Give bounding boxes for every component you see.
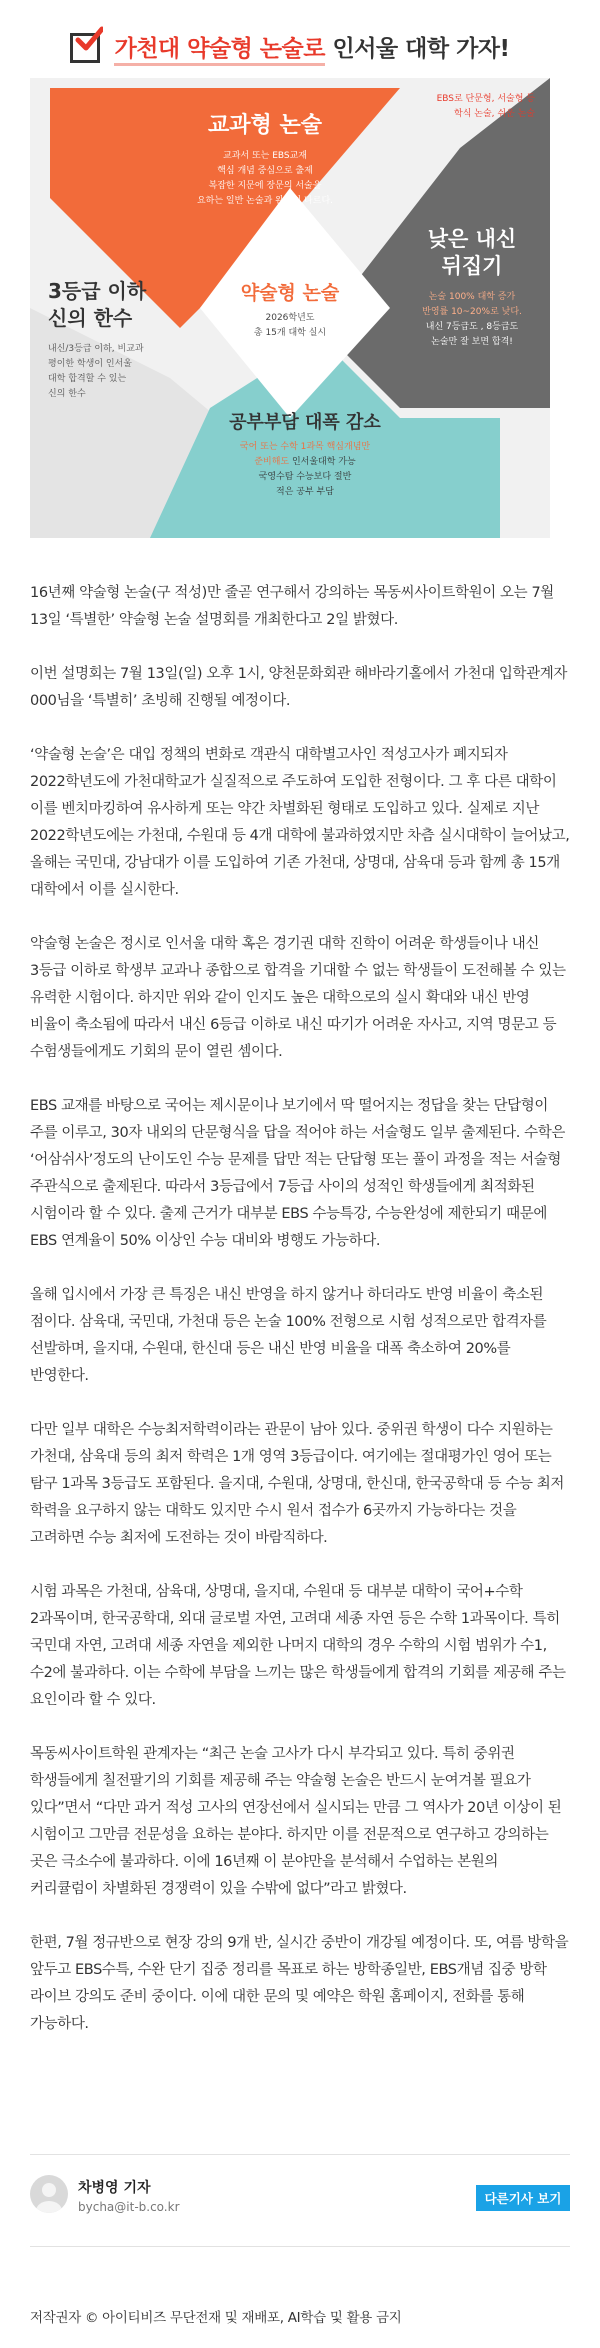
checkbox-icon	[70, 33, 100, 63]
author-box	[30, 2165, 570, 2235]
right-line: 반영률 10~20%로 낮다.	[422, 307, 522, 317]
bottom-line: 국영수탐 수능보다 절반	[258, 472, 352, 482]
top-line: 요하는 일반 논술과 완전히 다르다.	[196, 196, 334, 206]
left-line: 대학 합격할 수 있는	[48, 374, 127, 384]
title-highlight: 가천대 약술형 논술로	[114, 35, 324, 66]
author-divider-bottom	[30, 2246, 570, 2247]
bottom-line: 인서울대학 가능	[289, 457, 356, 467]
center-year: 2026학년도	[265, 313, 315, 323]
infographic-graphic	[30, 78, 550, 538]
right-line: 논술 100% 대학 증가	[428, 292, 516, 302]
center-count: 총 15개 대학 실시	[253, 328, 327, 338]
right-line: 내신 7등급도 , 8등급도	[425, 322, 519, 332]
article-paragraph: 다만 일부 대학은 수능최저학력이라는 관문이 남아 있다. 중위권 학생이 다수 지원하는 가천대, 삼육대 등의 최저 학력은 1개 영역 3등급이다. 여기에는 절대평가인 영어 또는 탐구 1과목 3등급도 포함된다. 을지대, 수원대, 상명대, 한신대, 한국공학대 등 수능 최저 학력을 요구하지 않는 대학도 있지만 수시 원서 접수가 6곳까지 가능하다는 것을 고려하면 수능 최저에 도전하는 것이 바람직하다.	[30, 1422, 565, 1546]
top-right-caption	[355, 92, 535, 122]
title-rest: 인서울 대학 가자!	[324, 36, 510, 62]
right-heading: 뒤집기	[441, 254, 503, 278]
top-block	[150, 108, 380, 209]
article-paragraph: EBS 교재를 바탕으로 국어는 제시문이나 보기에서 딱 떨어지는 정답을 찾는 단답형이 주를 이루고, 30자 내외의 단문형식을 답을 적어야 하는 서술형도 일부 출제된다. 수학은 ‘어삼쉬사’정도의 난이도인 수능 문제를 답만 적는 단답형 또는 풀이 과정을 적는 서술형 주관식으로 출제된다. 따라서 3등급에서 7등급 사이의 성적인 학생들에게 최적화된 시험이라 할 수 있다. 출제 근거가 대부분 EBS 수능특강, 수능완성에 제한되기 때문에 EBS 연계율이 50% 이상인 수능 대비와 병행도 가능하다.	[30, 1098, 566, 1249]
bottom-line: 국어 또는 수학 1과목 핵심개념만	[239, 442, 371, 452]
center-block	[215, 278, 365, 341]
right-block	[402, 226, 542, 350]
bottom-line: 적은 공부 부담	[276, 487, 334, 497]
article-paragraph: 올해 입시에서 가장 큰 특징은 내신 반영을 하지 않거나 하더라도 반영 비율이 축소된 점이다. 삼육대, 국민대, 가천대 등은 논술 100% 전형으로 시험 성적으로만 합격자를 선발하며, 을지대, 수원대, 한신대 등은 내신 반영 비율을 대폭 축소하여 20%를 반영한다.	[30, 1287, 547, 1384]
author-email[interactable]: bycha@it-b.co.kr	[78, 2200, 180, 2214]
article-body	[30, 580, 570, 2065]
article-paragraph: ‘약술형 논술’은 대입 정책의 변화로 객관식 대학별고사인 적성고사가 폐지되자 2022학년도에 가천대학교가 실질적으로 주도하여 도입한 전형이다. 그 후 다른 대학이 이를 벤치마킹하여 유사하게 또는 약간 차별화된 형태로 도입하고 있다. 실제로 지난 2022학년도에는 가천대, 수원대 등 4개 대학에 불과하였지만 차츰 실시대학이 늘어났고, 올해는 국민대, 강남대가 이를 도입하여 기존 가천대, 상명대, 삼육대 등과 함께 총 15개 대학에서 이를 실시한다.	[30, 747, 570, 898]
top-line: 복잡한 지문에 장문의 서술을	[208, 181, 322, 191]
right-line: 논술만 잘 보면 합격!	[431, 337, 513, 347]
left-line: 평이한 학생이 인서울	[48, 359, 132, 369]
bottom-block	[200, 408, 410, 500]
author-name: 차병영 기자	[78, 2180, 151, 2196]
article-paragraph: 이번 설명회는 7월 13일(일) 오후 1시, 양천문화회관 해바라기홀에서 가천대 입학관계자 000님을 ‘특별히’ 초빙해 진행될 예정이다.	[30, 666, 567, 709]
article-paragraph: 약술형 논술은 정시로 인서울 대학 혹은 경기권 대학 진학이 어려운 학생들이나 내신 3등급 이하로 학생부 교과나 종합으로 합격을 기대할 수 없는 학생들이 도전해볼 수 있는 유력한 시험이다. 하지만 위와 같이 인지도 높은 대학으로의 실시 확대와 내신 반영 비율이 축소됨에 따라서 내신 6등급 이하로 내신 따기가 어려운 자사고, 지역 명문고 등 수험생들에게도 기회의 문이 열린 셈이다.	[30, 936, 566, 1060]
right-heading: 낮은 내신	[427, 227, 517, 251]
left-heading: 3등급 이하	[48, 279, 147, 303]
top-right-line: 학식 논술, 쉬운 논술	[454, 109, 535, 119]
article-paragraph: 시험 과목은 가천대, 삼육대, 상명대, 을지대, 수원대 등 대부분 대학이 국어+수학 2과목이며, 한국공학대, 외대 글로벌 자연, 고려대 세종 자연 등은 수학 1과목이다. 특히 국민대 자연, 고려대 세종 자연을 제외한 나머지 대학의 경우 수학의 시험 범위가 수1, 수2에 불과하다. 이는 수학에 부담을 느끼는 많은 학생들에게 합격의 기회를 제공해 주는 요인이라 할 수 있다.	[30, 1584, 566, 1708]
more-articles-button[interactable]: 다른기사 보기	[476, 2185, 570, 2211]
left-block	[48, 278, 188, 402]
left-line: 내신/3등급 이하, 비교과	[48, 344, 144, 354]
center-heading: 약술형 논술	[240, 282, 340, 304]
article-paragraph: 16년째 약술형 논술(구 적성)만 줄곧 연구해서 강의하는 목동씨사이트학원이 오는 7월 13일 ‘특별한’ 약술형 논술 설명회를 개최한다고 2일 밝혔다.	[30, 585, 554, 628]
top-right-line: EBS로 단문형, 서술형 등	[436, 94, 535, 104]
left-line: 신의 한수	[48, 389, 86, 399]
bottom-heading: 공부부담 대폭 감소	[229, 412, 381, 433]
author-divider-top	[30, 2154, 570, 2155]
top-line: 교과서 또는 EBS교재	[223, 151, 307, 161]
copyright-notice: 저작권자 © 아이티비즈 무단전재 및 재배포, AI학습 및 활용 금지	[30, 2310, 402, 2326]
bottom-line: 준비해도	[254, 457, 290, 467]
avatar	[30, 2175, 68, 2213]
article-paragraph: 목동씨사이트학원 관계자는 “최근 논술 고사가 다시 부각되고 있다. 특히 중위권 학생들에게 칠전팔기의 기회를 제공해 주는 약술형 논술은 반드시 눈여겨볼 필요가 있다”면서 “다만 과거 적성 고사의 연장선에서 실시되는 만큼 그 역사가 20년 이상이 된 시험이고 그만큼 전문성을 요하는 분야다. 하지만 이를 전문적으로 연구하고 강의하는 곳은 극소수에 불과하다. 이에 16년째 이 분야만을 분석해서 수업하는 본원의 커리큘럼이 차별화된 경쟁력이 있을 수밖에 없다”라고 밝혔다.	[30, 1746, 562, 1897]
checkmark-icon	[75, 26, 103, 54]
top-line: 핵심 개념 중심으로 출제	[217, 166, 313, 176]
user-icon	[30, 2175, 68, 2213]
article-paragraph: 한편, 7월 정규반으로 현장 강의 9개 반, 실시간 중반이 개강될 예정이다. 또, 여름 방학을 앞두고 EBS수특, 수완 단기 집중 정리를 목표로 하는 방학종일반, EBS개념 집중 방학 라이브 강의도 준비 중이다. 이에 대한 문의 및 예약은 학원 홈페이지, 전화를 통해 가능하다.	[30, 1935, 569, 2032]
infographic	[30, 18, 550, 538]
top-heading: 교과형 논술	[208, 113, 322, 138]
left-heading: 신의 한수	[48, 306, 133, 330]
infographic-title	[30, 18, 550, 78]
